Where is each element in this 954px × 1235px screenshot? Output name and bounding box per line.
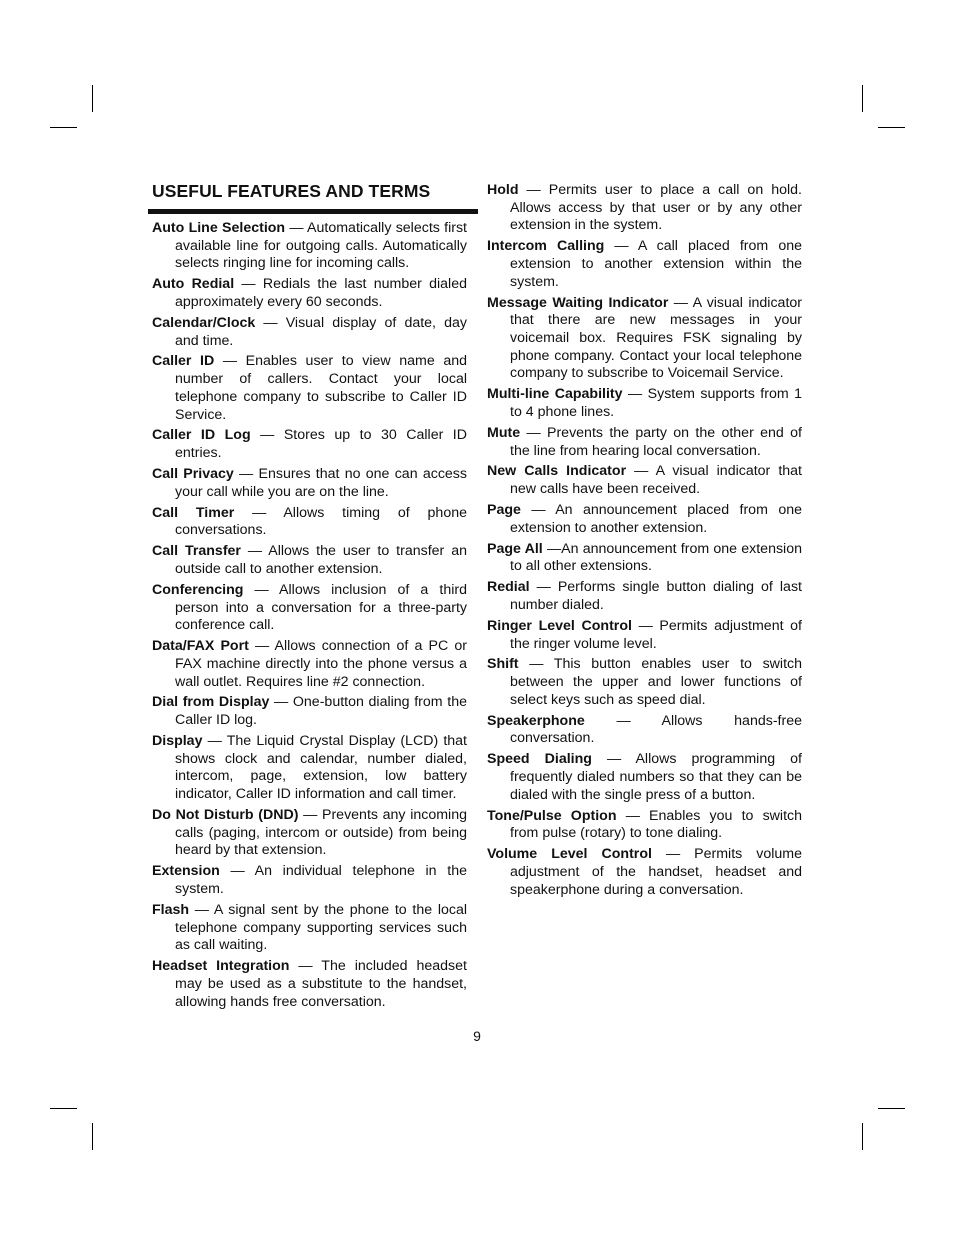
glossary-definition: — A visual indicator that new calls have been received.	[510, 463, 802, 498]
glossary-entry	[487, 502, 802, 537]
glossary-definition: — Allows connection of a PC or FAX machine directly into the phone versus a wall outlet. Requires line #2 connection.	[175, 638, 467, 690]
glossary-entry	[152, 276, 467, 311]
glossary-term: Ringer Level Control	[487, 617, 632, 634]
glossary-term: Hold	[487, 182, 519, 198]
glossary-term: Conferencing	[152, 581, 244, 598]
glossary-entry	[152, 466, 467, 501]
glossary-term: Mute	[487, 424, 521, 441]
glossary-definition: — Allows the user to transfer an outside call to another extension.	[175, 543, 467, 577]
glossary-entry	[152, 733, 467, 804]
glossary-definition: —An announcement from one extension to all other extensions.	[510, 540, 802, 575]
glossary-term: Call Timer	[152, 504, 235, 521]
glossary-definition: — A call placed from one extension to another extension within the system.	[510, 238, 802, 290]
glossary-entry	[487, 846, 802, 899]
crop-mark	[50, 1108, 77, 1109]
glossary-entry	[152, 958, 467, 1011]
glossary-definition: — The included headset may be used as a substitute to the handset, allowing hands free conversation.	[175, 958, 467, 1010]
glossary-term: Shift	[487, 656, 519, 673]
right-column	[487, 182, 802, 903]
glossary-term: Speakerphone	[487, 712, 585, 729]
glossary-definition: — An individual telephone in the system.	[175, 863, 467, 898]
glossary-entry	[152, 505, 467, 540]
glossary-term: Headset Integration	[152, 958, 290, 975]
glossary-entry	[152, 353, 467, 424]
section-heading: USEFUL FEATURES AND TERMS	[152, 181, 431, 201]
crop-mark	[92, 85, 93, 112]
glossary-term: Redial	[487, 579, 530, 596]
glossary-term: Call Privacy	[152, 466, 234, 483]
glossary-definition: — An announcement placed from one extension to another extension.	[510, 502, 802, 536]
glossary-definition: — One-button dialing from the Caller ID log.	[175, 694, 467, 729]
glossary-definition: — Redials the last number dialed approximately every 60 seconds.	[175, 276, 467, 310]
glossary-definition: — Automatically selects first available line for outgoing calls. Automatically selects ringing line for incoming calls.	[175, 220, 467, 272]
glossary-definition: — Allows programming of frequently dialed numbers so that they can be dialed with the single press of a button.	[510, 751, 802, 803]
glossary-term: Page	[487, 502, 521, 519]
glossary-definition: — The Liquid Crystal Display (LCD) that shows clock and calendar, number dialed, intercom, page, extension, low battery indicator, Caller ID information and call timer.	[175, 733, 467, 803]
glossary-term: Volume Level Control	[487, 846, 652, 863]
glossary-definition: — Prevents the party on the other end of the line from hearing local conversation.	[510, 424, 802, 459]
glossary-term: Call Transfer	[152, 543, 241, 560]
glossary-term: Intercom Calling	[487, 238, 605, 255]
glossary-entry	[487, 656, 802, 709]
glossary-term: Do Not Disturb (DND)	[152, 807, 299, 824]
glossary-term: Tone/Pulse Option	[487, 807, 617, 824]
glossary-definition: — Allows timing of phone conversations.	[175, 504, 467, 539]
glossary-definition: — Performs single button dialing of last number dialed.	[510, 579, 802, 613]
glossary-entry	[487, 425, 802, 460]
glossary-term: Display	[152, 733, 203, 750]
page-number: 9	[473, 1028, 481, 1044]
glossary-entry	[487, 751, 802, 804]
glossary-definition: — Stores up to 30 Caller ID entries.	[175, 427, 467, 462]
crop-mark	[878, 1108, 905, 1109]
glossary-entry	[487, 238, 802, 291]
glossary-entry	[487, 618, 802, 653]
glossary-definition: — Ensures that no one can access your call while you are on the line.	[175, 466, 467, 500]
glossary-definition: — System supports from 1 to 4 phone lines.	[510, 386, 803, 420]
glossary-definition: — This button enables user to switch between the upper and lower functions of select keys such as speed dial.	[510, 656, 802, 708]
glossary-entry	[152, 807, 467, 860]
crop-mark	[862, 1123, 863, 1150]
glossary-definition: — Enables user to view name and number of callers. Contact your local telephone company to subscribe to Caller ID Service.	[175, 353, 468, 423]
glossary-definition: — Allows inclusion of a third person into a conversation for a three-party conference call.	[175, 581, 467, 634]
glossary-term: Message Waiting Indicator	[487, 294, 669, 311]
glossary-entry	[152, 220, 467, 273]
glossary-term: Calendar/Clock	[152, 314, 256, 331]
glossary-entry	[152, 582, 467, 635]
glossary-term: Speed Dialing	[487, 751, 592, 768]
glossary-entry	[152, 694, 467, 729]
glossary-term: Auto Redial	[152, 276, 235, 293]
glossary-definition: — Visual display of date, day and time.	[175, 314, 467, 349]
glossary-term: Caller ID	[152, 353, 215, 370]
glossary-definition: — Enables you to switch from pulse (rotary) to tone dialing.	[510, 807, 802, 842]
left-column	[152, 220, 467, 1015]
glossary-entry	[152, 902, 467, 955]
glossary-definition: — Permits adjustment of the ringer volume level.	[510, 617, 802, 652]
glossary-entry	[487, 386, 802, 421]
glossary-definition: — A visual indicator that there are new messages in your voicemail box. Requires FSK signaling by phone company. Contact your local telephone company to subscribe to Voicemail Service.	[510, 294, 802, 382]
glossary-entry	[152, 863, 467, 898]
glossary-entry	[487, 463, 802, 498]
glossary-entry	[487, 182, 802, 235]
glossary-term: Dial from Display	[152, 694, 270, 711]
crop-mark	[92, 1123, 93, 1150]
glossary-definition: — Prevents any incoming calls (paging, intercom or outside) from being heard by that extension.	[175, 807, 467, 859]
glossary-entry	[487, 808, 802, 843]
glossary-term: Multi-line Capability	[487, 386, 623, 403]
glossary-definition: — Allows hands-free conversation.	[510, 712, 802, 747]
glossary-term: Page All	[487, 540, 543, 557]
glossary-term: New Calls Indicator	[487, 463, 627, 480]
glossary-definition: — Permits user to place a call on hold. Allows access by that user or by any other extension in the system.	[510, 182, 802, 234]
glossary-entry	[152, 543, 467, 578]
glossary-term: Flash	[152, 901, 190, 918]
glossary-term: Data/FAX Port	[152, 638, 249, 655]
crop-mark	[50, 127, 77, 128]
glossary-entry	[487, 579, 802, 614]
glossary-entry	[487, 295, 802, 384]
glossary-term: Caller ID Log	[152, 427, 251, 444]
glossary-definition: — A signal sent by the phone to the local telephone company supporting services such as call waiting.	[175, 901, 467, 954]
crop-mark	[878, 127, 905, 128]
glossary-entry	[487, 541, 802, 576]
glossary-entry	[487, 713, 802, 748]
glossary-entry	[152, 638, 467, 691]
glossary-definition: — Permits volume adjustment of the handset, headset and speakerphone during a conversation.	[510, 846, 802, 898]
glossary-term: Auto Line Selection	[152, 220, 286, 236]
crop-mark	[862, 85, 863, 112]
glossary-term: Extension	[152, 863, 220, 880]
glossary-entry	[152, 315, 467, 350]
heading-rule	[148, 209, 478, 214]
glossary-entry	[152, 427, 467, 462]
